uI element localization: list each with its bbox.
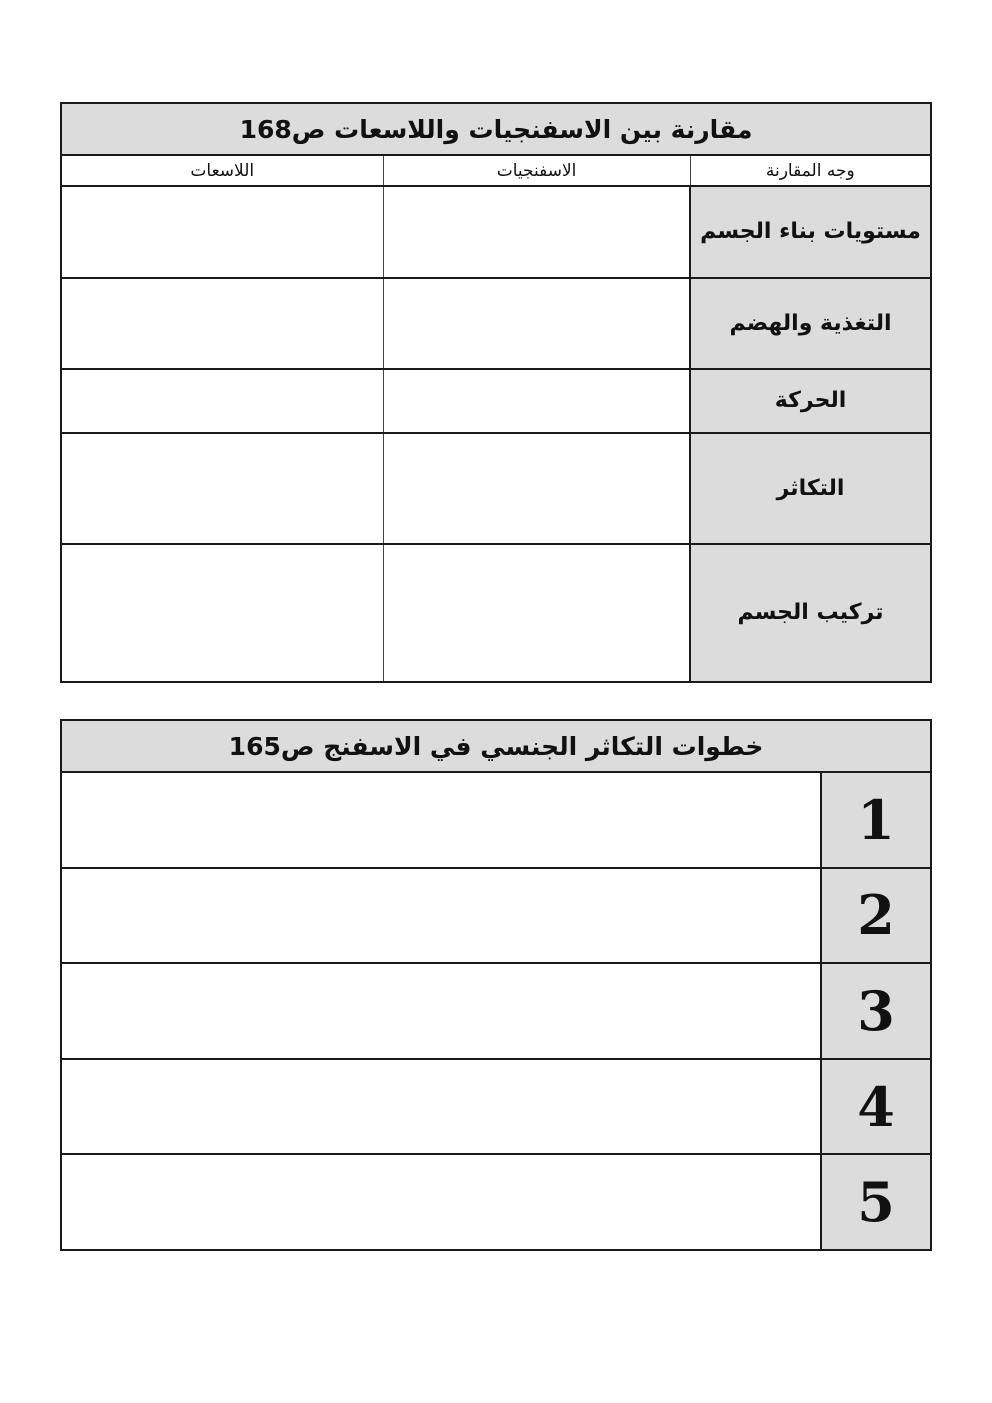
header-aspect: وجه المقارنة — [690, 155, 931, 186]
table-row — [61, 186, 931, 278]
step-number: 5 — [821, 1154, 931, 1250]
cnidarians-answer-cell[interactable] — [61, 278, 383, 369]
step-answer-cell[interactable] — [61, 963, 821, 1059]
step-number: 3 — [821, 963, 931, 1059]
table-row — [61, 868, 931, 964]
header-cnidarians: اللاسعات — [61, 155, 383, 186]
cnidarians-answer-cell[interactable] — [61, 433, 383, 544]
aspect-reproduction: التكاثر — [690, 433, 931, 544]
step-answer-cell[interactable] — [61, 868, 821, 964]
step-answer-cell[interactable] — [61, 1059, 821, 1155]
aspect-movement: الحركة — [690, 369, 931, 433]
step-answer-cell[interactable] — [61, 1154, 821, 1250]
step-answer-cell[interactable] — [61, 772, 821, 868]
steps-title: خطوات التكاثر الجنسي في الاسفنج ص165 — [61, 720, 931, 772]
step-number: 2 — [821, 868, 931, 964]
table-row — [61, 963, 931, 1059]
sponges-answer-cell[interactable] — [383, 433, 690, 544]
aspect-body-structure: تركيب الجسم — [690, 544, 931, 682]
sponges-answer-cell[interactable] — [383, 278, 690, 369]
step-number: 1 — [821, 772, 931, 868]
sponges-answer-cell[interactable] — [383, 186, 690, 278]
aspect-feeding-digestion: التغذية والهضم — [690, 278, 931, 369]
table-row — [61, 369, 931, 433]
comparison-table — [60, 102, 932, 683]
step-number: 4 — [821, 1059, 931, 1155]
cnidarians-answer-cell[interactable] — [61, 186, 383, 278]
table-row — [61, 1059, 931, 1155]
aspect-body-levels: مستويات بناء الجسم — [690, 186, 931, 278]
table-row — [61, 433, 931, 544]
table-row — [61, 544, 931, 682]
comparison-title: مقارنة بين الاسفنجيات واللاسعات ص168 — [61, 103, 931, 155]
header-sponges: الاسفنجيات — [383, 155, 690, 186]
cnidarians-answer-cell[interactable] — [61, 369, 383, 433]
table-row — [61, 278, 931, 369]
table-row — [61, 772, 931, 868]
sponges-answer-cell[interactable] — [383, 369, 690, 433]
sponges-answer-cell[interactable] — [383, 544, 690, 682]
steps-table — [60, 719, 932, 1251]
table-row — [61, 1154, 931, 1250]
cnidarians-answer-cell[interactable] — [61, 544, 383, 682]
